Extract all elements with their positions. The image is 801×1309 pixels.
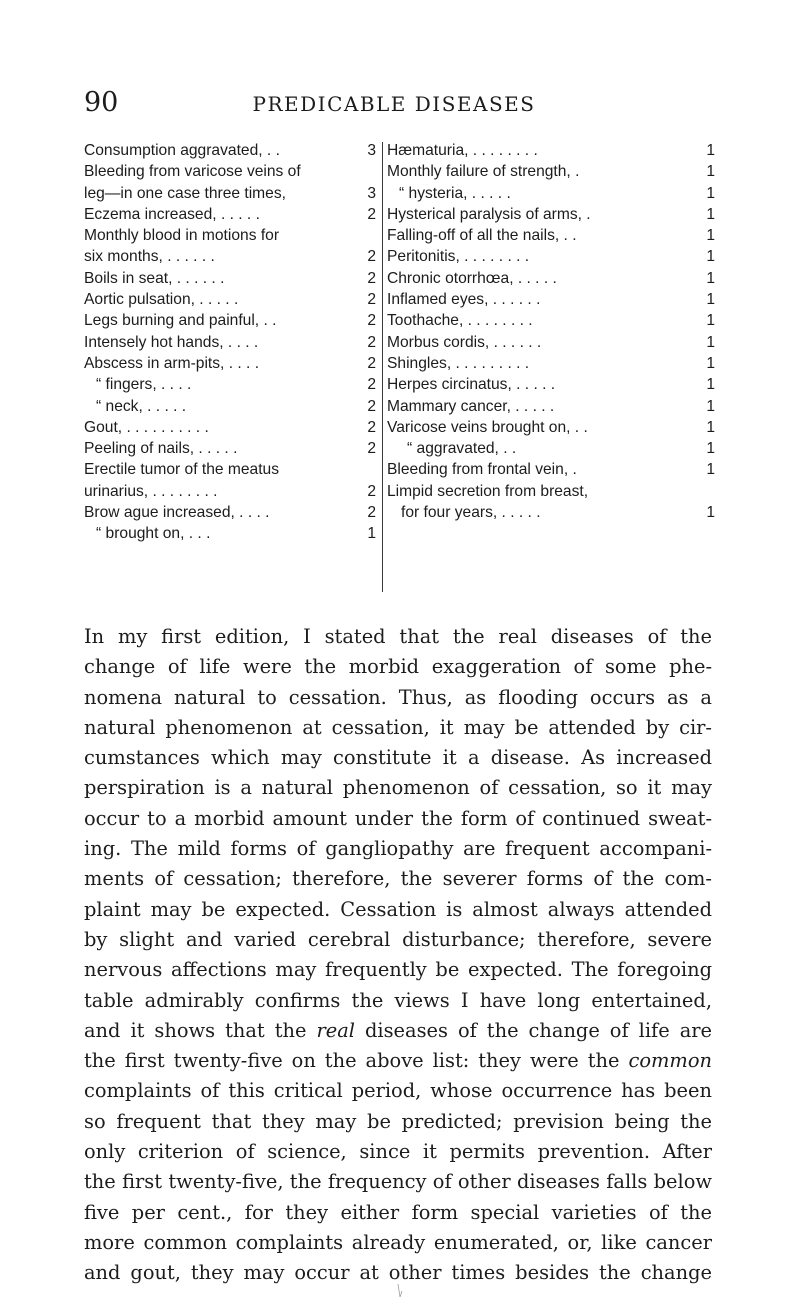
row-count: 1 (706, 227, 715, 245)
row-label: Brow ague increased, . . . . (84, 504, 270, 522)
row-label: Abscess in arm-pits, . . . . (84, 354, 260, 372)
row-count: 1 (706, 376, 715, 394)
row-count: 2 (367, 333, 376, 351)
row-count: 2 (367, 376, 376, 394)
table-row (84, 417, 378, 438)
disease-table (84, 140, 715, 602)
row-count: 2 (367, 354, 376, 372)
row-label: “ neck, . . . . . (96, 397, 187, 415)
text-line: only criterion of science, since it permits prevention. After (84, 1140, 712, 1164)
row-count: 1 (367, 525, 376, 543)
row-label: Aortic pulsation, . . . . . (84, 291, 239, 309)
table-row (84, 310, 378, 331)
row-label: Monthly failure of strength, . (387, 163, 580, 181)
row-label: Monthly blood in motions for (84, 227, 280, 245)
table-row (387, 289, 717, 310)
scan-mark-icon (397, 1283, 403, 1299)
row-label: Gout, . . . . . . . . . . (84, 418, 209, 436)
table-row (387, 246, 717, 267)
text-line: and gout, they may occur at other times besides the change (84, 1261, 712, 1285)
row-label: Legs burning and painful, . . (84, 312, 277, 330)
table-row (84, 396, 378, 417)
row-label: Peeling of nails, . . . . . (84, 440, 238, 458)
row-label: “ brought on, . . . (96, 525, 211, 543)
text-line: ments of cessation; therefore, the severer forms of the com- (84, 867, 712, 891)
row-count: 1 (706, 142, 715, 159)
text-line: ing. The mild forms of gangliopathy are frequent accompani- (84, 837, 712, 861)
table-row (387, 459, 717, 480)
row-count: 3 (367, 142, 376, 159)
table-row (84, 353, 378, 374)
row-count: 1 (706, 184, 715, 202)
row-label: Limpid secretion from breast, (387, 482, 589, 500)
text-segment: and it shows that the (84, 1018, 307, 1042)
row-label: Bleeding from frontal vein, . (387, 461, 577, 479)
table-row (84, 481, 378, 502)
table-row (387, 374, 717, 395)
text-line: five per cent., for they either form special varieties of the (84, 1200, 712, 1224)
text-line (84, 1046, 712, 1076)
row-count: 1 (706, 504, 715, 522)
row-count: 2 (367, 504, 376, 522)
text-line: complaints of this critical period, whose occurrence has been (84, 1079, 712, 1103)
table-row (387, 353, 717, 374)
row-label: Peritonitis, . . . . . . . . (387, 248, 530, 266)
table-row (387, 161, 717, 182)
table-row (387, 183, 717, 204)
row-label: Intensely hot hands, . . . . (84, 333, 259, 351)
table-row (387, 204, 717, 225)
row-label: Consumption aggravated, . . (84, 142, 280, 159)
table-row (84, 374, 378, 395)
page-number: 90 (84, 87, 119, 118)
row-label: Shingles, . . . . . . . . . (387, 354, 530, 372)
row-count: 1 (706, 291, 715, 309)
text-segment: diseases of the change of life are (364, 1018, 712, 1042)
text-line: table admirably confirms the views I have long entertained, (84, 988, 712, 1012)
text-line: occur to a morbid amount under the form of continued sweat- (84, 806, 712, 830)
row-count: 2 (367, 397, 376, 415)
table-row (84, 268, 378, 289)
row-label: Hæmaturia, . . . . . . . . (387, 142, 538, 159)
italic-word-real: real (316, 1018, 355, 1042)
row-label: Boils in seat, . . . . . . (84, 269, 225, 287)
row-count: 1 (706, 163, 715, 181)
row-count: 2 (367, 248, 376, 266)
table-row (84, 183, 378, 204)
row-label: leg—in one case three times, (84, 184, 286, 202)
row-label: Hysterical paralysis of arms, . (387, 205, 591, 223)
row-count: 1 (706, 269, 715, 287)
row-count: 2 (367, 482, 376, 500)
table-row (387, 225, 717, 246)
table-row (84, 246, 378, 267)
body-paragraph (84, 622, 712, 1289)
text-line: more common complaints already enumerated, or, like cancer (84, 1230, 712, 1254)
row-label: urinarius, . . . . . . . . (84, 482, 218, 500)
table-row (84, 438, 378, 459)
row-label: “ fingers, . . . . (96, 376, 192, 394)
row-label: Mammary cancer, . . . . . (387, 397, 555, 415)
row-count: 2 (367, 269, 376, 287)
table-row (387, 481, 717, 502)
table-row (84, 289, 378, 310)
text-line: the first twenty-five, the frequency of other diseases falls below (84, 1170, 712, 1194)
column-divider (382, 142, 383, 592)
row-count: 2 (367, 291, 376, 309)
text-line: so frequent that they may be predicted; prevision being the (84, 1109, 712, 1133)
table-row (387, 396, 717, 417)
text-line: natural phenomenon at cessation, it may be attended by cir- (84, 715, 712, 739)
row-count: 1 (706, 397, 715, 415)
row-label: Eczema increased, . . . . . (84, 205, 260, 223)
table-row (84, 332, 378, 353)
text-line: In my first edition, I stated that the real diseases of the (84, 625, 712, 648)
row-count: 2 (367, 440, 376, 458)
row-label: Morbus cordis, . . . . . . (387, 333, 542, 351)
running-head-title: PREDICABLE DISEASES (252, 92, 536, 116)
row-count: 2 (367, 205, 376, 223)
table-row (84, 523, 378, 544)
row-count: 2 (367, 312, 376, 330)
table-row (387, 438, 717, 459)
row-label: six months, . . . . . . (84, 248, 215, 266)
text-line (84, 1016, 712, 1046)
text-line: change of life were the morbid exaggeration of some phe- (84, 655, 712, 679)
page-header (84, 88, 704, 118)
table-row (387, 310, 717, 331)
row-label: Bleeding from varicose veins of (84, 163, 301, 181)
table-row (387, 268, 717, 289)
row-count: 1 (706, 248, 715, 266)
row-label: Varicose veins brought on, . . (387, 418, 588, 436)
row-label: for four years, . . . . . (401, 504, 541, 522)
text-line: plaint may be expected. Cessation is almost always attended (84, 897, 712, 921)
row-count: 1 (706, 205, 715, 223)
row-count: 3 (367, 184, 376, 202)
text-line: perspiration is a natural phenomenon of cessation, so it may (84, 776, 712, 800)
row-label: Toothache, . . . . . . . . (387, 312, 533, 330)
text-line: cumstances which may constitute it a disease. As increased (84, 746, 712, 770)
row-label: Falling-off of all the nails, . . (387, 227, 577, 245)
row-label: Erectile tumor of the meatus (84, 461, 280, 479)
text-line: nervous affections may frequently be expected. The foregoing (84, 958, 712, 982)
row-count: 1 (706, 354, 715, 372)
table-row (84, 225, 378, 246)
table-row (84, 204, 378, 225)
row-count: 1 (706, 461, 715, 479)
italic-word-common: common (628, 1049, 712, 1073)
row-label: Herpes circinatus, . . . . . (387, 376, 556, 394)
table-row (387, 140, 717, 161)
table-row (387, 332, 717, 353)
table-row (84, 161, 378, 182)
table-row (84, 502, 378, 523)
table-right-column (387, 140, 717, 523)
row-count: 2 (367, 418, 376, 436)
row-label: “ hysteria, . . . . . (399, 184, 511, 202)
table-row (84, 140, 378, 161)
row-label: “ aggravated, . . (407, 440, 517, 458)
table-row (387, 417, 717, 438)
row-count: 1 (706, 418, 715, 436)
table-left-column (84, 140, 378, 545)
row-label: Inflamed eyes, . . . . . . (387, 291, 541, 309)
row-count: 1 (706, 333, 715, 351)
text-line: by slight and varied cerebral disturbance; therefore, severe (84, 927, 712, 951)
row-label: Chronic otorrhœa, . . . . . (387, 269, 557, 287)
table-row (387, 502, 717, 523)
table-row (84, 459, 378, 480)
text-segment: the first twenty-five on the above list: they were the (84, 1049, 620, 1073)
row-count: 1 (706, 440, 715, 458)
row-count: 1 (706, 312, 715, 330)
text-line: nomena natural to cessation. Thus, as flooding occurs as a (84, 685, 712, 709)
